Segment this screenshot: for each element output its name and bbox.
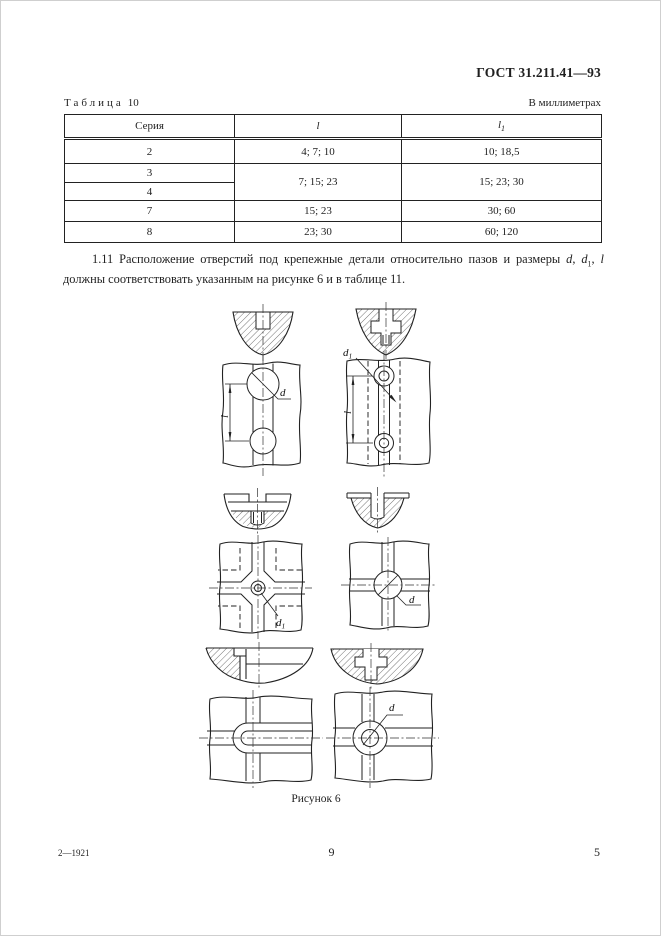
section-view-t-slot [331, 643, 423, 689]
table-row: 7 15; 23 30; 60 [65, 201, 602, 222]
table-header-row [65, 115, 602, 139]
label-d: d [389, 702, 395, 714]
table-label-number: 10 [127, 97, 139, 109]
table-row: 8 23; 30 60; 120 [65, 222, 602, 243]
col-header-l: l [235, 115, 402, 139]
label-l: l [342, 410, 354, 414]
section-view-inverted-t-slot [224, 488, 291, 536]
plan-view-ring-hole-d [326, 687, 439, 788]
table-10 [64, 114, 602, 243]
plan-view-cross-slot-d1 [209, 535, 312, 639]
paragraph-line-2: должны соответствовать указанным на рисунке 6 и в таблице 11. [63, 272, 406, 287]
page-number-right: 5 [594, 845, 600, 859]
section-view-deep-slot [347, 487, 409, 533]
units-note: В миллиметрах [528, 97, 601, 109]
page-number-center: 9 [328, 845, 335, 859]
table-row: 4 [65, 183, 602, 201]
label-l: l [219, 414, 231, 418]
figure-caption: Рисунок 6 [291, 793, 341, 805]
plan-view-slot-holes-d [219, 356, 301, 476]
standard-number: ГОСТ 31.211.41—93 [476, 65, 601, 80]
plan-view-t-slot-holes-d1 [342, 347, 431, 477]
plan-view-cross-slot-d [341, 537, 435, 632]
paragraph-line-1: 1.11 Расположение отверстий под крепежные детали относительно пазов и размеры d, $d_1$, l [92, 252, 604, 269]
col-header-seriya: Серия [65, 115, 235, 139]
col-header-l1: $l_1$ [402, 115, 602, 139]
label-d1: $d_1$ [276, 617, 286, 631]
paragraph-1-11 [63, 252, 604, 287]
label-d: d [280, 387, 286, 399]
table-label-word: Таблица [64, 97, 124, 109]
section-view-plain-slot [233, 304, 293, 361]
section-view-half-t-slot [206, 642, 313, 689]
section-view-t-slot-threaded [356, 302, 416, 359]
figure-6-drawing [181, 299, 471, 791]
table-row: 3 7; 15; 23 15; 23; 30 [65, 164, 602, 183]
plan-view-rounded-slot [199, 690, 323, 788]
table-label [64, 97, 139, 109]
label-d: d [409, 594, 415, 606]
label-d1: $d_1$ [343, 347, 353, 361]
footer-imprint: 2—1921 [58, 848, 90, 858]
table-row: 2 4; 7; 10 10; 18,5 [65, 139, 602, 164]
